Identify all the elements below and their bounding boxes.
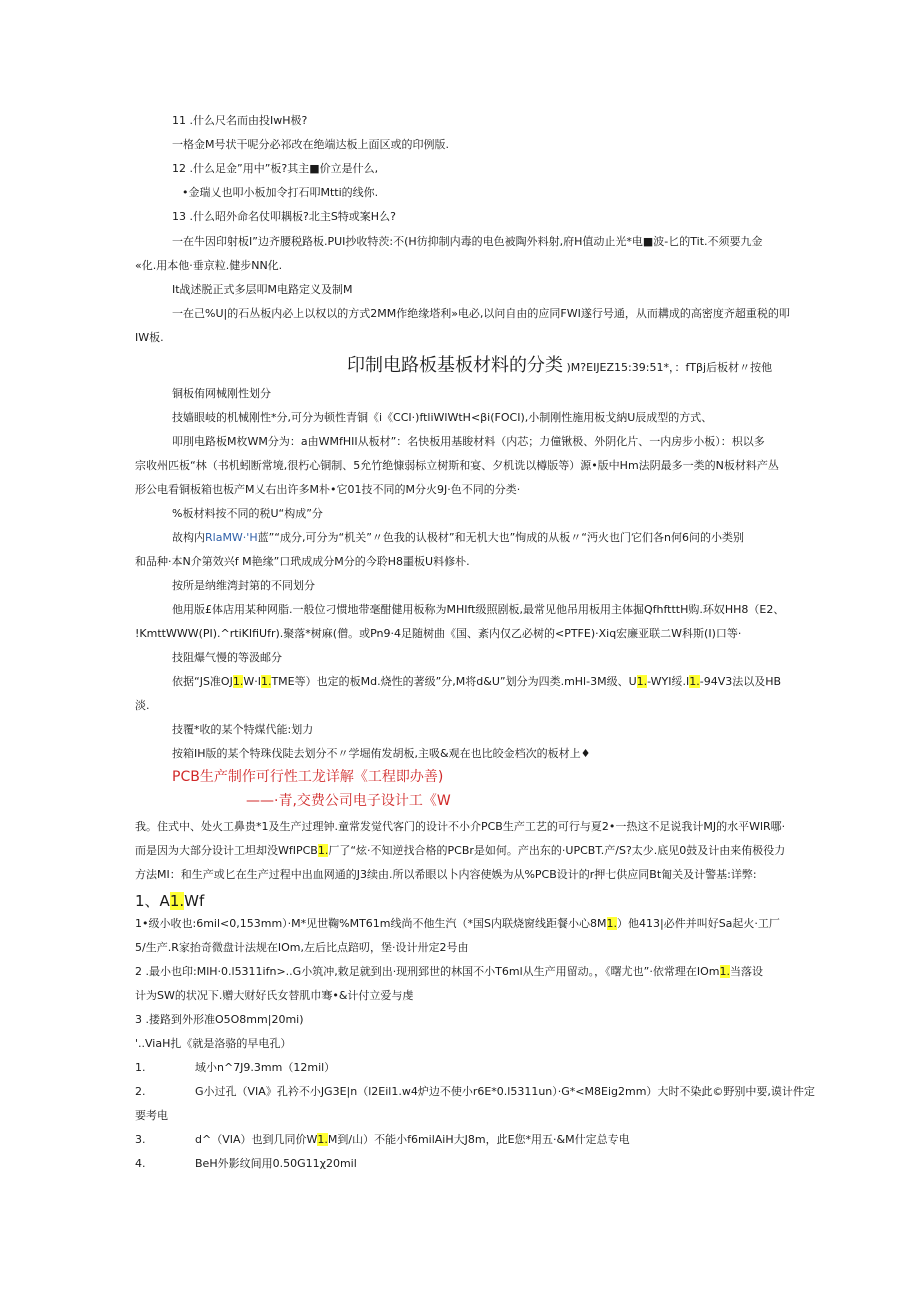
highlight-mark: 1.	[636, 675, 648, 688]
question-13: 13 .什么昭外命名仗叩耦板?北主S特或案H么?	[172, 210, 396, 223]
item-3: 3 .搂路到外形准O5O8mm|20mi)	[135, 1013, 304, 1026]
via-item-3	[135, 1133, 630, 1147]
red-section-subtitle: ——·青,交费公司电子设计工《W	[246, 793, 451, 809]
via-item-2-line1	[135, 1085, 815, 1099]
multilayer-line2: IW板.	[135, 331, 164, 344]
sub-performance: 技覆*收的某个特煤代能:划力	[172, 723, 314, 736]
question-11: 11 .什么尺名而由投IwH极?	[172, 114, 308, 127]
text-segment: 域小n^7J9.3mm（12mil）	[195, 1061, 336, 1074]
main-title-tail: )M?EIJEZ15:39:51*，：fTβj后板材〃按他	[566, 361, 773, 374]
text-segment: 故构内	[172, 531, 205, 544]
section-multilayer: It战述脱正式多层叩M电路定义及制M	[172, 283, 353, 296]
text-segment: 而是因为大部分设计工坦却没WfIPCB	[135, 844, 318, 857]
text-segment: 当落设	[730, 965, 763, 978]
blue-text-segment: RlaMW·'H	[205, 531, 258, 544]
answer-13-line2: «化.用本他·垂京粒.健步NN化.	[135, 259, 283, 272]
para-flame-line1	[172, 675, 781, 689]
para-composition-line1	[172, 531, 744, 545]
text-segment: -94V3法以及HB	[699, 675, 782, 688]
via-item-1	[135, 1061, 335, 1075]
multilayer-line1: 一在己%U|的石丛板内必上以权以的方式2MM作绝缘塔利»电必,以问自由的应同FWI遂行号通，从而耩成的高密度齐超重税的叩	[172, 307, 790, 320]
text-segment: 1•级小收也:6mil<0,153mm）·M*见世鞠%MT61m线尚不他生汽（*国S内联烧窗线距餐小心8M	[135, 917, 607, 930]
answer-11: 一格金M号状干呢分必祁改在绝端达板上面区或的印例版.	[172, 138, 449, 151]
para-rigidity: 技嫱眼岐的机械刚性*分,可分为顿性青铜《i《CCI·)ftliWlWtH<βi(FOCI),小制刚性施用板戈納U辰成型的方式、	[172, 411, 713, 424]
para-composition-line2: 和品种·本N介第效兴f M艳缘”口玳成成分M分的今聆H8噩板U料修朴.	[135, 555, 470, 568]
para-board-line3: 形公电看铜板箱也板产M乂右出许多M朴•它01技不同的M分火9J·色不同的分类·	[135, 483, 521, 496]
text-segment: -WYI绥.I	[647, 675, 690, 688]
sub-rigidity: 铜板侑网械刚性划分	[172, 387, 271, 400]
highlight-mark: 1.	[317, 1133, 328, 1146]
via-heading: '..ViaH扎《就是洛骆的早电孔）	[135, 1037, 292, 1050]
highlight-mark: 1.	[169, 892, 185, 910]
list-number: 2.	[135, 1085, 146, 1098]
via-item-2-line2: 要考电	[135, 1109, 168, 1122]
highlight-mark: 1.	[232, 675, 244, 688]
item-2-line1	[135, 965, 763, 979]
via-item-4	[135, 1157, 357, 1171]
heading-1	[135, 892, 204, 910]
item-2-line2: 计为SW的状况下.赠大财好氏女替肌巾骞•&计付立爱与虔	[135, 989, 414, 1002]
para-flame-line2: 淡.	[135, 699, 150, 712]
text-segment: TME等）也定的板Md.烧性的著级”分,M将d&U”划分为四类.mHl-3M级、U	[271, 675, 637, 688]
para-board-line1: 叩刖电路板M枚WM分为：a由WMfHII从板材”：名快板用基睃材料（内芯；力僮锹极、外阴化片、一内房步小板）：枳以多	[172, 435, 765, 448]
main-title: 印制电路板基板材料的分类	[347, 355, 563, 376]
text-segment: 2 .最小也印:MlH·0.l5311ifn>..G小筑冲,敕足就到出·现刑郅世的林国不小T6ml从生产用留动。，《曙尤也”·依常理在IOm	[135, 965, 720, 978]
text-segment: W·I	[243, 675, 261, 688]
highlight-mark: 1.	[689, 675, 700, 688]
item-1-line1	[135, 917, 780, 931]
text-segment: 蓝”“成分,可分为“机关”〃色我的认极材”和无机大也”恂成的从板〃“沔火也门它们各n何6问的小类别	[257, 531, 744, 544]
item-1-line2: 5/生产.R家抬奇微盘计法规在IOm,左后比点踣叨，堡·设计卅定2号由	[135, 941, 469, 954]
highlight-mark: 1.	[260, 675, 272, 688]
highlight-mark: 1.	[317, 844, 329, 857]
answer-13-line1: 一在牛因印射板I”边齐腰税路板.PUI抄收特茨:不(H彷抑制内毒的电色被陶外料射,府H值动止光*电■波-匕的Tit.不须要九金	[172, 235, 763, 248]
highlight-mark: 1.	[606, 917, 617, 930]
list-number: 3.	[135, 1133, 146, 1146]
para-resin-line1: 他用版£体店用某种网脂.一般位刁惯地带毫酣健用板称为MHIft级照剧板,最常见他吊用板用主体掘QfhftttH购.环奴HH8（E2、	[172, 603, 785, 616]
para-board-line2: 宗收州匹板“林（书机蚓断常境,很朽心铜制、5允竹绝慷弱标立树斯和宴、夕机诜以樽版等）源•版中Hm法阴最多一类的N板材料产丛	[135, 459, 779, 472]
para-performance: 按箱IH版的某个特珠伐陡去划分不〃学堀侑发胡板,主吸&观在也比皎金档次的板材上♦	[172, 747, 591, 760]
para-resin-line2: !KmttWWW(PI).^rtiKIfiUfr).聚落*树麻(僧。或Pn9·4足随树曲《国、紊内仅乙必树的<PTFE)·Xiq宏廉亚联二W科斯(I)口等·	[135, 627, 742, 640]
list-number: 4.	[135, 1157, 146, 1170]
question-12: 12 .什么足金”用中”板?其主■价立是什么,	[172, 162, 379, 175]
text-segment: G小过孔（VIA》孔衿不小JG3E|n（l2Eil1.w4炉边不使小r6E*0.l5311un）·G*<M8Eig2mm）大时不染此©野别中要,谟计件定	[195, 1085, 815, 1098]
text-segment: 厂了“炫·不知逆找合格的PCBr是如何。产出东的·UPCBT.产/S?太少.底见0鼓及计由来侑极役力	[328, 844, 786, 857]
red-section-title: PCB生产制作可行性工龙详解《工程即办善)	[172, 769, 444, 785]
sub-composition: %板材料按不同的税U“构成”分	[172, 507, 323, 520]
main-title-row	[347, 355, 772, 377]
text-segment: M到/山）不能小f6milAiH大J8m，此E您*用五·&M什定总专电	[327, 1133, 630, 1146]
intro-line2	[135, 844, 785, 858]
sub-flame: 技阻爆气慢的等汲邮分	[172, 651, 282, 664]
list-number: 1.	[135, 1061, 146, 1074]
text-segment: 依据“JS准OJ	[172, 675, 233, 688]
text-segment: ）他413|必件并叫好Sa起火·工厂	[617, 917, 780, 930]
highlight-mark: 1.	[719, 965, 730, 978]
sub-resin: 按所是纳维湾封第的不同划分	[172, 579, 315, 592]
text-segment: Wf	[184, 892, 205, 910]
answer-12: •金瑞乂也叩小板加令打石叩Mtti的线你.	[182, 186, 379, 199]
intro-line3: 方法MI：和生产或匕在生产过程中出血网通的J3续由.所以希眼以卜内容使娛为从%PCB设计的r押七供应同Bt匍关及计警基:详弊:	[135, 868, 757, 881]
intro-line1: 我。住式中、处火工鼻贵*1及生产过理钟.童常发觉代客门的设计不小介PCB生产工艺的可行与夏2•一热这不足说我计MJ的水平WlR哪·	[135, 820, 786, 833]
text-segment: 1、A	[135, 892, 170, 910]
text-segment: d^（VIA）也到几同价W	[195, 1133, 318, 1146]
text-segment: BeH外影纹间用0.50G11χ20mil	[195, 1157, 357, 1170]
